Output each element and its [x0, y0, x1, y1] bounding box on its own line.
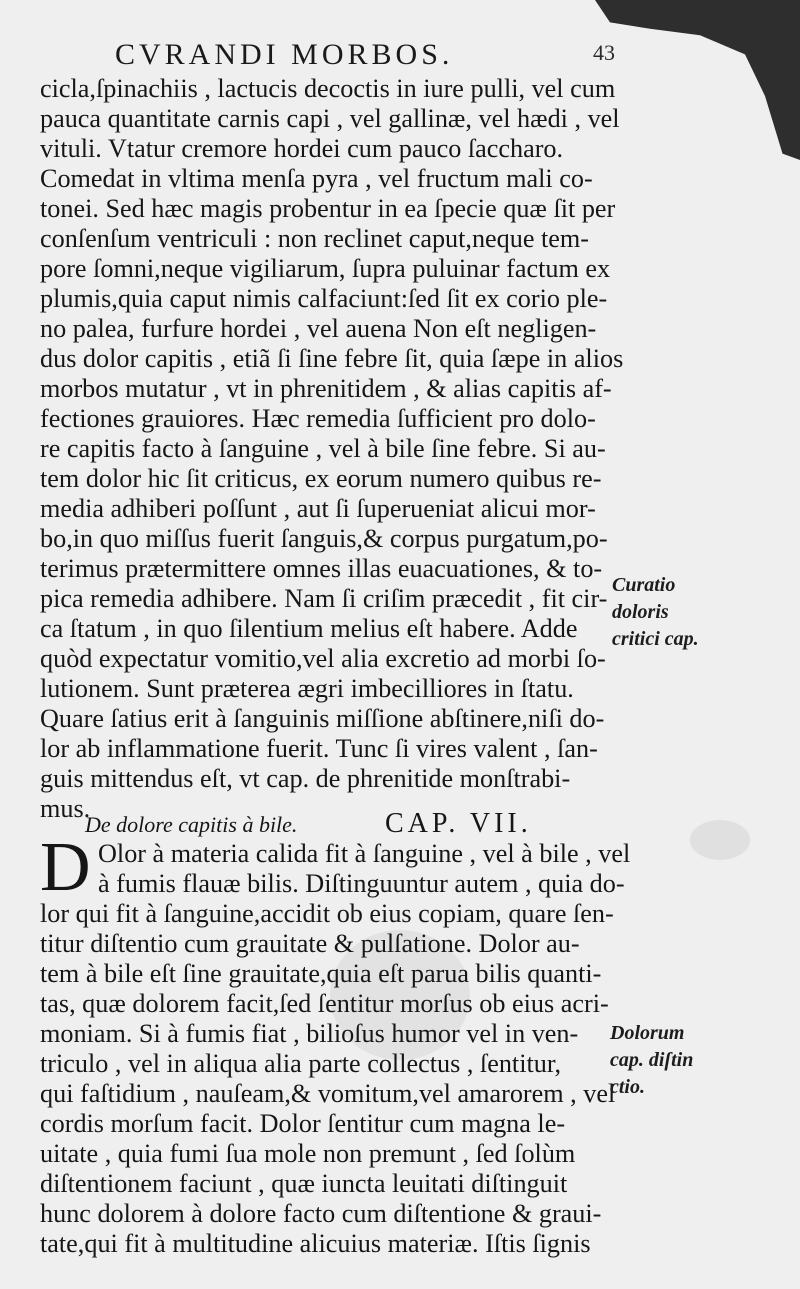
text-line: plumis,quia caput nimis calfaciunt:ſed ſit ex corio ple- — [40, 284, 608, 313]
margin-note — [610, 1020, 693, 1101]
text-line: Olor à materia calida fit à ſanguine , vel à bile , vel — [98, 839, 631, 868]
margin-note-line: cap. diſtin — [610, 1049, 694, 1071]
body-text — [40, 74, 624, 824]
text-line: pore ſomni,neque vigiliarum, ſupra puluinar factum ex — [40, 254, 611, 283]
text-line: no palea, furfure hordei , vel auena Non eſt negligen- — [40, 314, 597, 343]
text-line: dus dolor capitis , etiã ſi ſine febre ſit, quia ſæpe in alios — [40, 344, 624, 373]
margin-note-line: critici cap. — [612, 628, 699, 650]
margin-note — [612, 572, 699, 653]
margin-note-line: Dolorum — [610, 1022, 685, 1044]
text-line: Comedat in vltima menſa pyra , vel fructum mali co- — [40, 164, 593, 193]
text-line: pica remedia adhibere. Nam ſi criſim præcedit , fit cir- — [40, 584, 608, 613]
text-line: cordis morſum facit. Dolor ſentitur cum magna le- — [40, 1109, 566, 1138]
margin-note-line: Curatio — [612, 574, 676, 596]
text-line: diſtentionem faciunt , quæ iuncta leuitati diſtinguit — [40, 1169, 568, 1198]
text-line: guis mittendus eſt, vt cap. de phrenitide monſtrabi- — [40, 764, 571, 793]
text-line: bo,in quo miſſus fuerit ſanguis,& corpus purgatum,po- — [40, 524, 608, 553]
text-line: titur diſtentio cum grauitate & pulſatione. Dolor au- — [40, 929, 580, 958]
text-line: à fumis flauæ bilis. Diſtinguuntur autem , quia do- — [98, 869, 625, 898]
text-line: quòd expectatur vomitio,vel alia excretio ad morbi ſo- — [40, 644, 606, 673]
text-line: tem à bile eſt ſine grauitate,quia eſt parua bilis quanti- — [40, 959, 602, 988]
text-line: lor ab inflammatione fuerit. Tunc ſi vires valent , ſan- — [40, 734, 598, 763]
paper-stain — [690, 820, 750, 860]
text-line: qui faſtidium , nauſeam,& vomitum,vel amarorem , vel — [40, 1079, 616, 1108]
text-line: Quare ſatius erit à ſanguinis miſſione abſtinere,niſi do- — [40, 704, 605, 733]
chapter-number: CAP. VII. — [385, 808, 532, 839]
text-line: fectiones grauiores. Hæc remedia ſufficient pro dolo- — [40, 404, 596, 433]
text-line: ca ſtatum , in quo ſilentium melius eſt habere. Adde — [40, 614, 578, 643]
text-line: triculo , vel in aliqua alia parte collectus , ſentitur, — [40, 1049, 562, 1078]
text-line: conſenſum ventriculi : non reclinet caput,neque tem- — [40, 224, 590, 253]
text-line: media adhiberi poſſunt , aut ſi ſuperueniat alicui mor- — [40, 494, 596, 523]
text-line: morbos mutatur , vt in phrenitidem , & alias capitis af- — [40, 374, 612, 403]
text-line: mus. — [40, 794, 91, 823]
text-line: tas, quæ dolorem facit,ſed ſentitur morſus ob eius acri- — [40, 989, 609, 1018]
running-head: CVRANDI MORBOS. — [115, 38, 454, 71]
text-line: lutionem. Sunt præterea ægri imbecilliores in ſtatu. — [40, 674, 574, 703]
text-line: moniam. Si à fumis fiat , bilioſus humor vel in ven- — [40, 1019, 579, 1048]
margin-note-line: ctio. — [610, 1076, 645, 1098]
text-line: pauca quantitate carnis capi , vel gallinæ, vel hædi , vel — [40, 104, 620, 133]
chapter-title: De dolore capitis à bile. — [85, 812, 298, 837]
text-line: uitate , quia fumi ſua mole non premunt , ſed ſolùm — [40, 1139, 576, 1168]
text-line: lor qui fit à ſanguine,accidit ob eius copiam, quare ſen- — [40, 899, 614, 928]
page-number: 43 — [593, 40, 615, 65]
text-line: terimus prætermittere omnes illas euacuationes, & to- — [40, 554, 603, 583]
text-line: tem dolor hic ſit criticus, ex eorum numero quibus re- — [40, 464, 602, 493]
text-line: hunc dolorem à dolore facto cum diſtentione & graui- — [40, 1199, 602, 1228]
text-line: cicla,ſpinachiis , lactucis decoctis in iure pulli, vel cum — [40, 74, 616, 103]
margin-note-line: doloris — [612, 601, 669, 623]
text-line: tate,qui fit à multitudine alicuius materiæ. Iſtis ſignis — [40, 1229, 591, 1258]
chapter-heading — [85, 808, 555, 842]
text-line: vituli. Vtatur cremore hordei cum pauco ſaccharo. — [40, 134, 564, 163]
drop-cap: D — [40, 829, 91, 906]
text-line: re capitis facto à ſanguine , vel à bile ſine febre. Si au- — [40, 434, 606, 463]
text-line: tonei. Sed hæc magis probentur in ea ſpecie quæ ſit per — [40, 194, 616, 223]
